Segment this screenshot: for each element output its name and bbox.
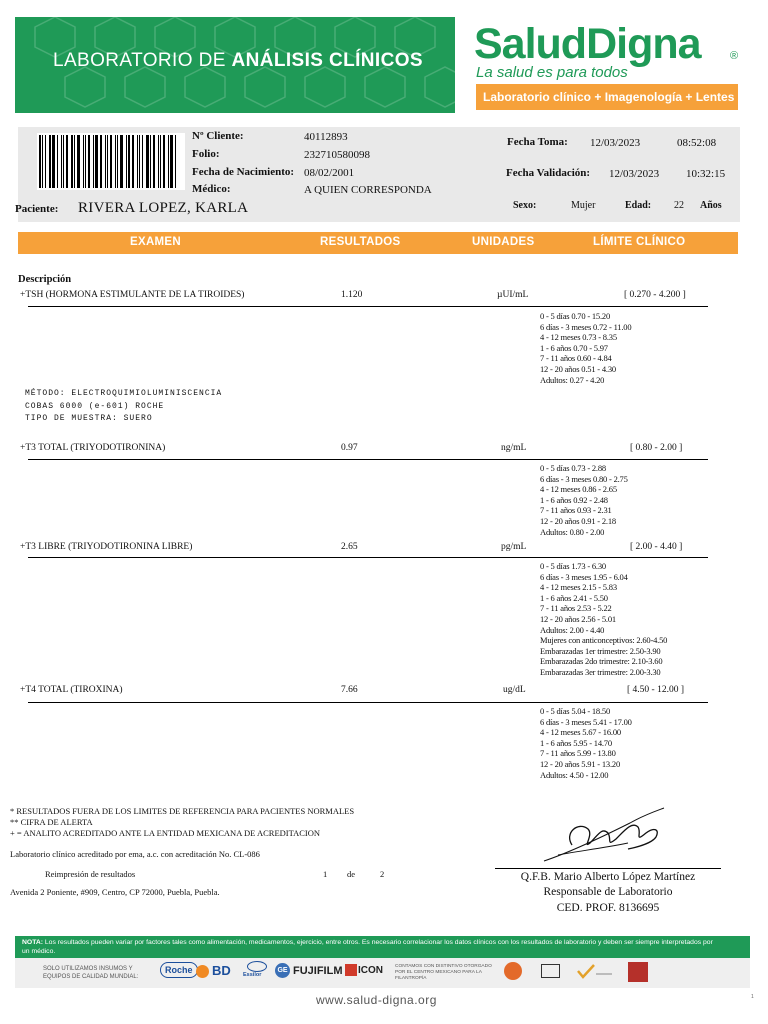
test-limit: [ 0.270 - 4.200 ]: [624, 290, 686, 300]
patient-label: Paciente:: [15, 203, 59, 215]
barcode-bar: [61, 135, 62, 188]
patient-name: RIVERA LOPEZ, KARLA: [78, 200, 249, 216]
filantropia-badge-icon: [504, 962, 522, 980]
page-mark: 1: [751, 994, 754, 1000]
legend-out-of-range: * RESULTADOS FUERA DE LOS LIMITES DE REFERENCIA PARA PACIENTES NORMALES: [10, 806, 355, 816]
client-value: 40112893: [304, 131, 348, 143]
page-of: de: [347, 869, 356, 879]
barcode-bar: [115, 135, 116, 188]
award-badge-icon: [628, 962, 648, 982]
icon-brand-mark: [345, 964, 357, 976]
barcode-bar: [52, 135, 55, 188]
barcode-bar: [74, 135, 75, 188]
barcode-bar: [120, 135, 123, 188]
test-limit: [ 4.50 - 12.00 ]: [627, 685, 684, 695]
signature-line: [495, 868, 721, 869]
sex-label: Sexo:: [513, 200, 537, 211]
barcode-bar: [146, 135, 149, 188]
barcode-bar: [168, 135, 169, 188]
legend-alert: ** CIFRA DE ALERTA: [10, 817, 93, 827]
barcode-bar: [126, 135, 127, 188]
barcode-bar: [153, 135, 155, 188]
col-examen: EXAMEN: [130, 236, 182, 248]
essilor-eye-icon: [247, 961, 267, 972]
age-value: 22: [674, 200, 684, 211]
validation-time: 10:32:15: [686, 168, 726, 180]
page-current: 1: [323, 869, 328, 879]
reprint-note: Reimpresión de resultados: [45, 869, 136, 879]
test-name: +T3 TOTAL (TRIYODOTIRONINA): [20, 443, 166, 453]
roche-logo: Roche: [160, 962, 198, 978]
signer-license: CED. PROF. 8136695: [556, 902, 660, 914]
doctor-label: Médico:: [192, 183, 231, 195]
distintivo-note: CONTAMOS CON DISTINTIVO OTORGADO POR EL CENTRO MEXICANO PARA LA FILANTROPÍA: [395, 964, 492, 981]
test-unit: ng/mL: [501, 443, 527, 453]
birth-value: 08/02/2001: [304, 167, 355, 179]
esr-badge-icon: [541, 964, 560, 978]
barcode-bar: [39, 135, 41, 188]
reference-ranges: 0 - 5 días 0.70 - 15.20 6 días - 3 meses 0.72 - 11.00 4 - 12 meses 0.73 - 8.35 1 - 6 años 0.70 - 5.97 7 - 11 años 0.60 - 4.84 12 - 20 años 0.51 - 4.30 Adultos: 0.27 - 4.20: [540, 311, 632, 385]
folio-value: 232710580098: [304, 149, 370, 161]
barcode-bar: [110, 135, 112, 188]
website-url[interactable]: www.salud-digna.org: [316, 993, 437, 1007]
lab-address: Avenida 2 Poniente, #909, Centro, CP 72000, Puebla, Puebla.: [10, 887, 220, 897]
col-unidades: UNIDADES: [472, 236, 535, 248]
ge-logo: GE: [275, 963, 290, 978]
row-divider: [28, 702, 708, 703]
test-result: 1.120: [341, 290, 363, 300]
disclaimer-note: NOTA: Los resultados pueden variar por factores tales como alimentación, medicamentos, ejercicio, entre otros. Es necesario correlacionar los datos clínicos con los resultados de laboratorio y deben ser siempre interpretados por un médico.: [22, 939, 713, 955]
test-unit: ug/dL: [503, 685, 526, 695]
barcode-bar: [93, 135, 94, 188]
fujifilm-logo: FUJIFILM: [293, 965, 343, 977]
barcode-bar: [117, 135, 118, 188]
salud-digna-logo: SaludDigna: [474, 20, 701, 68]
col-limite: LÍMITE CLÍNICO: [593, 236, 686, 248]
method-info: MÉTODO: ELECTROQUIMIOLUMINISCENCIA COBAS 6000 (e-601) ROCHE TIPO DE MUESTRA: SUERO: [25, 389, 223, 423]
barcode-bar: [158, 135, 159, 188]
toma-time: 08:52:08: [677, 137, 717, 149]
test-limit: [ 0.80 - 2.00 ]: [630, 443, 683, 453]
barcode-bar: [45, 135, 46, 188]
barcode-bar: [71, 135, 73, 188]
toma-date: 12/03/2023: [590, 137, 641, 149]
signer-role: Responsable de Laboratorio: [543, 886, 673, 898]
test-unit: µUI/mL: [497, 290, 529, 300]
toma-label: Fecha Toma:: [507, 136, 568, 148]
age-label: Edad:: [625, 200, 652, 211]
doctor-signature: [538, 803, 673, 869]
icon-logo: ICON: [358, 965, 383, 976]
barcode-bar: [105, 135, 106, 188]
barcode-bar: [175, 135, 176, 188]
test-result: 7.66: [341, 685, 358, 695]
test-unit: pg/mL: [501, 542, 527, 552]
signer-name: Q.F.B. Mario Alberto López Martínez: [520, 871, 696, 883]
barcode-bar: [66, 135, 68, 188]
page-total: 2: [380, 869, 385, 879]
validation-date: 12/03/2023: [609, 168, 660, 180]
doctor-value: A QUIEN CORRESPONDA: [304, 184, 432, 196]
test-result: 2.65: [341, 542, 358, 552]
barcode-bar: [100, 135, 102, 188]
folio-label: Folio:: [192, 148, 220, 160]
client-label: Nº Cliente:: [192, 130, 244, 142]
validation-label: Fecha Validación:: [506, 167, 591, 179]
barcode-bar: [132, 135, 134, 188]
barcode-bar: [42, 135, 43, 188]
accreditation-note: Laboratorio clínico acreditado por ema, a.c. con acreditación No. CL-086: [10, 849, 260, 859]
logo-tagline: La salud es para todos: [476, 64, 628, 81]
barcode-bar: [85, 135, 86, 188]
barcode-bar: [150, 135, 151, 188]
quality-check-icon: [574, 962, 614, 980]
col-resultados: RESULTADOS: [320, 236, 401, 248]
age-unit: Años: [700, 200, 722, 211]
barcode-bar: [142, 135, 143, 188]
test-name: +T3 LIBRE (TRIYODOTIRONINA LIBRE): [20, 542, 193, 552]
essilor-logo: Essilor: [243, 972, 262, 978]
barcode-bar: [139, 135, 140, 188]
barcode-bar: [95, 135, 98, 188]
registered-mark: ®: [730, 50, 739, 62]
reference-ranges: 0 - 5 días 1.73 - 6.30 6 días - 3 meses 1.95 - 6.04 4 - 12 meses 2.15 - 5.83 1 - 6 años 2.41 - 5.50 7 - 11 años 2.53 - 5.22 12 - 20 años 2.56 - 5.01 Adultos: 2.00 - 4.40 Mujeres con anticonceptivos: 2.60-4.50 Embarazadas 1er trimestre: 2.50-3.90 Embarazadas 2do trimestre: 2.10-3.60 Embarazadas 3er trimestre: 2.00-3.30: [540, 561, 668, 677]
test-limit: [ 2.00 - 4.40 ]: [630, 542, 683, 552]
section-title: Descripción: [18, 274, 72, 285]
barcode-bar: [77, 135, 80, 188]
test-result: 0.97: [341, 443, 358, 453]
bd-mark-icon: [196, 965, 209, 978]
row-divider: [28, 557, 708, 558]
lab-banner: [15, 17, 455, 113]
reference-ranges: 0 - 5 días 5.04 - 18.50 6 días - 3 meses 5.41 - 17.00 4 - 12 meses 5.67 - 16.00 1 - 6 años 5.95 - 14.70 7 - 11 años 5.99 - 13.80 12 - 20 años 5.91 - 13.20 Adultos: 4.50 - 12.00: [540, 706, 632, 780]
barcode-bar: [163, 135, 165, 188]
barcode-bar: [128, 135, 130, 188]
logo-services-bar: Laboratorio clínico + Imagenología + Lentes: [476, 84, 738, 110]
row-divider: [28, 306, 708, 307]
barcode-bar: [170, 135, 173, 188]
barcode-bar: [107, 135, 108, 188]
reference-ranges: 0 - 5 días 0.73 - 2.88 6 días - 3 meses 0.80 - 2.75 4 - 12 meses 0.86 - 2.65 1 - 6 años 0.92 - 2.48 7 - 11 años 0.93 - 2.31 12 - 20 años 0.91 - 2.18 Adultos: 0.80 - 2.00: [540, 463, 628, 537]
barcode-image: [37, 133, 185, 190]
barcode-bar: [57, 135, 58, 188]
barcode-bar: [88, 135, 90, 188]
birth-label: Fecha de Nacimiento:: [192, 166, 295, 178]
banner-title: LABORATORIO DE ANÁLISIS CLÍNICOS: [53, 50, 423, 71]
barcode-bar: [83, 135, 84, 188]
sex-value: Mujer: [571, 200, 596, 211]
barcode-bar: [63, 135, 64, 188]
row-divider: [28, 459, 708, 460]
test-name: +TSH (HORMONA ESTIMULANTE DE LA TIROIDES): [20, 290, 245, 300]
barcode-bar: [49, 135, 51, 188]
barcode-bar: [160, 135, 161, 188]
test-name: +T4 TOTAL (TIROXINA): [20, 685, 123, 695]
barcode-bar: [137, 135, 138, 188]
insumos-note: SOLO UTILIZAMOS INSUMOS Y EQUIPOS DE CALIDAD MUNDIAL:: [43, 966, 139, 980]
bd-logo: BD: [212, 963, 231, 978]
legend-accredited: + = ANALITO ACREDITADO ANTE LA ENTIDAD MEXICANA DE ACREDITACION: [10, 828, 321, 838]
